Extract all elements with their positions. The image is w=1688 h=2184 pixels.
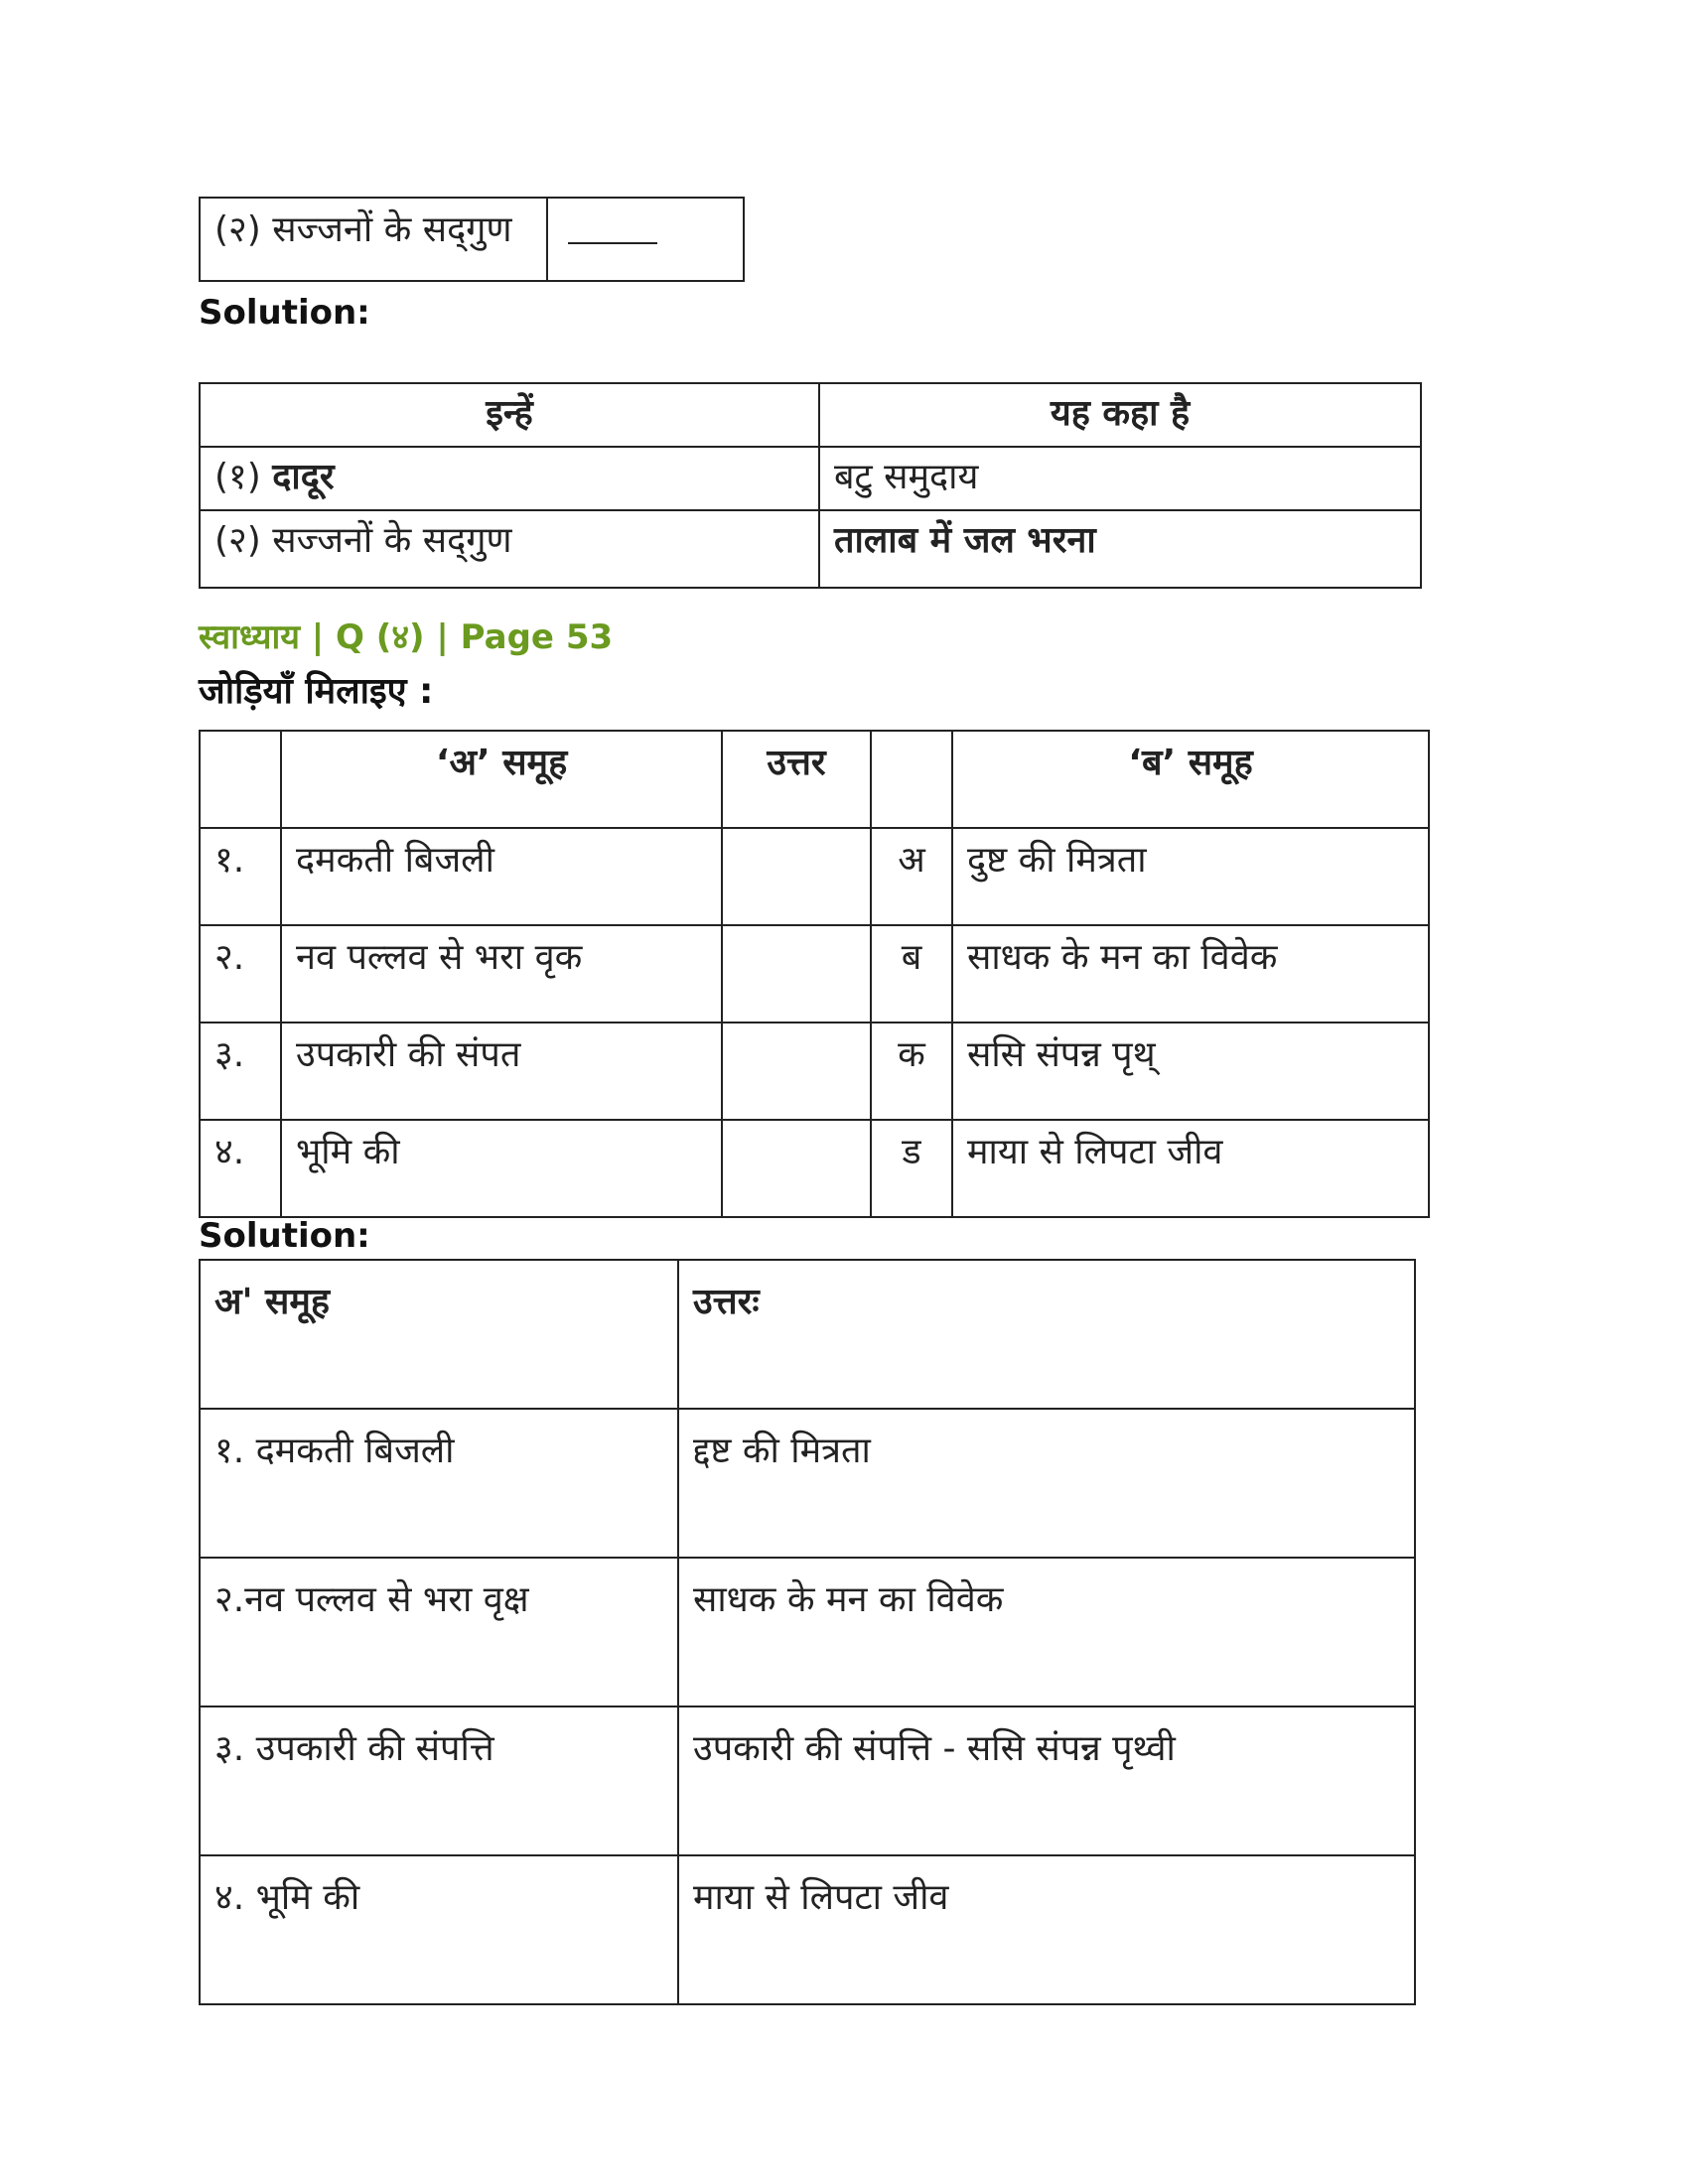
- table-row: [200, 1706, 1415, 1855]
- column-header: उत्तर: [722, 731, 871, 828]
- answer-cell: [722, 1023, 871, 1120]
- table-row: [200, 1558, 1415, 1706]
- answer-cell: [722, 1120, 871, 1217]
- group-b-item: ससि संपन्न पृथ्: [952, 1023, 1429, 1120]
- solution-label: Solution:: [199, 1216, 370, 1256]
- table-row: [200, 198, 744, 281]
- row-number: २.: [200, 925, 281, 1023]
- solution-label: Solution:: [199, 293, 370, 333]
- group-a-item: दमकती बिजली: [281, 828, 722, 925]
- section-heading: स्वाध्याय | Q (४) | Page 53: [199, 617, 614, 657]
- column-header: ‘ब’ समूह: [952, 731, 1429, 828]
- column-header: अ' समूह: [200, 1260, 678, 1409]
- table-row: [200, 828, 1429, 925]
- column-header: [200, 731, 281, 828]
- table-cell: तालाब में जल भरना: [819, 510, 1421, 588]
- table-header-row: [200, 731, 1429, 828]
- table-cell: [200, 447, 819, 510]
- table-cell: (२) सज्जनों के सद्‌गुण: [200, 198, 547, 281]
- row-letter: ब: [871, 925, 952, 1023]
- row-number: (२): [214, 520, 261, 561]
- row-letter: ड: [871, 1120, 952, 1217]
- row-number: ४.: [200, 1120, 281, 1217]
- table-header-row: [200, 383, 1421, 447]
- row-number: (१): [214, 457, 261, 497]
- group-b-item: माया से लिपटा जीव: [952, 1120, 1429, 1217]
- blank-line: [568, 208, 657, 244]
- blank-answer-cell: [547, 198, 744, 281]
- table-row: [200, 1120, 1429, 1217]
- question-fragment-table: [199, 197, 745, 282]
- table-row: [200, 1409, 1415, 1558]
- table-row: [200, 510, 1421, 588]
- column-header: ‘अ’ समूह: [281, 731, 722, 828]
- column-header: [871, 731, 952, 828]
- answer-cell: [722, 925, 871, 1023]
- group-a-item: १. दमकती बिजली: [200, 1409, 678, 1558]
- row-letter: क: [871, 1023, 952, 1120]
- group-a-item: भूमि की: [281, 1120, 722, 1217]
- group-a-item: नव पल्लव से भरा वृक: [281, 925, 722, 1023]
- row-term: सज्जनों के सद्‌गुण: [272, 520, 512, 561]
- row-number: ३.: [200, 1023, 281, 1120]
- table-cell: [200, 510, 819, 588]
- solution-table-2: [199, 1259, 1416, 2005]
- group-b-item: दुष्ट की मित्रता: [952, 828, 1429, 925]
- answer-item: साधक के मन का विवेक: [678, 1558, 1415, 1706]
- matching-question-table: [199, 730, 1430, 1218]
- answer-item: माया से लिपटा जीव: [678, 1855, 1415, 2004]
- column-header: इन्हें: [200, 383, 819, 447]
- row-term: दादूर: [272, 457, 335, 497]
- table-row: [200, 1855, 1415, 2004]
- table-header-row: [200, 1260, 1415, 1409]
- group-a-item: २.नव पल्लव से भरा वृक्ष: [200, 1558, 678, 1706]
- group-a-item: ४. भूमि की: [200, 1855, 678, 2004]
- answer-item: द्दष्ट की मित्रता: [678, 1409, 1415, 1558]
- table-row: [200, 447, 1421, 510]
- row-number: १.: [200, 828, 281, 925]
- table-row: [200, 925, 1429, 1023]
- row-letter: अ: [871, 828, 952, 925]
- table-row: [200, 1023, 1429, 1120]
- answer-cell: [722, 828, 871, 925]
- group-b-item: साधक के मन का विवेक: [952, 925, 1429, 1023]
- table-cell: बटु समुदाय: [819, 447, 1421, 510]
- group-a-item: ३. उपकारी की संपत्ति: [200, 1706, 678, 1855]
- column-header: उत्तरः: [678, 1260, 1415, 1409]
- column-header: यह कहा है: [819, 383, 1421, 447]
- answer-item: उपकारी की संपत्ति - ससि संपन्न पृथ्वी: [678, 1706, 1415, 1855]
- solution-table-1: [199, 382, 1422, 589]
- group-a-item: उपकारी की संपत: [281, 1023, 722, 1120]
- instruction-text: जोड़ियाँ मिलाइए :: [199, 671, 434, 712]
